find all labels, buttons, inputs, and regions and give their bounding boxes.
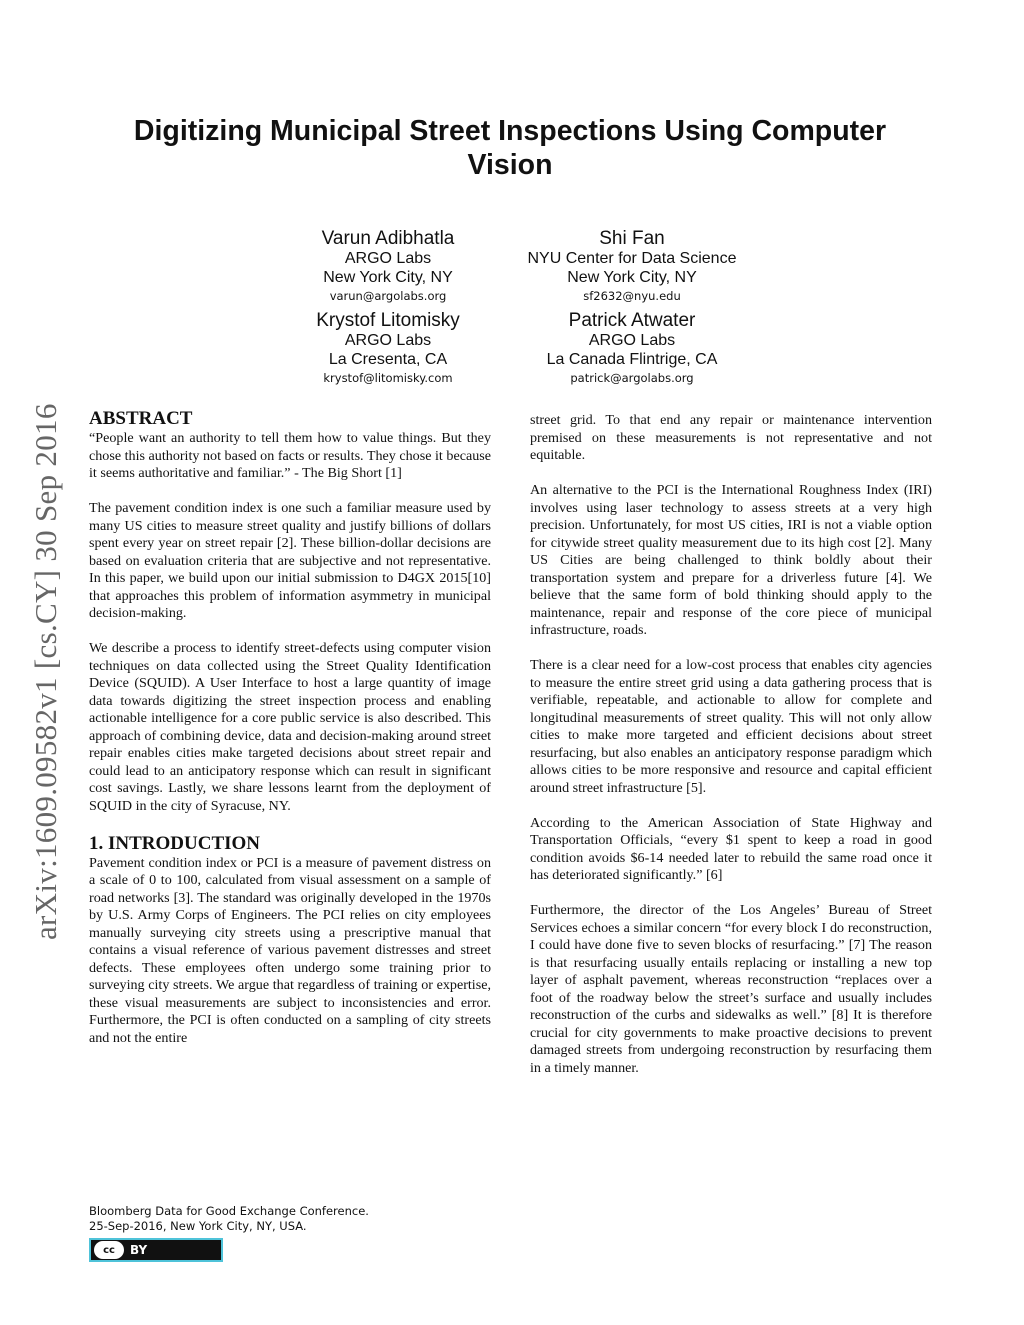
- author-name: Varun Adibhatla: [321, 228, 455, 249]
- arxiv-identifier-stamp: arXiv:1609.09582v1 [cs.CY] 30 Sep 2016: [28, 403, 63, 940]
- author-email: varun@argolabs.org: [329, 289, 447, 303]
- introduction-heading: 1. INTRODUCTION: [89, 832, 261, 854]
- author-affiliation: NYU Center for Data Science: [527, 250, 737, 267]
- body-paragraph: Furthermore, the director of the Los Angeles’ Bureau of Street Services echoes a similar concern “for every block I do reconstruction, I could have done five to seven blocks of resurfacing.” [7] The reason is that resurfacing usually entails replacing or installing a new top layer of asphalt pavement, whereas reconstruction “replaces over a foot of the roadway below the street’s surface and usually includes reconstruction of the curbs and sidewalks as well.” [8] It is therefore crucial for city governments to make proactive decisions to prevent damaged streets from undergoing reconstruction by resurfacing them in a timely manner.: [530, 902, 932, 1076]
- paper-title: Digitizing Municipal Street Inspections Using Computer Vision: [133, 115, 887, 181]
- author-email: patrick@argolabs.org: [570, 371, 694, 385]
- conference-footer: [89, 1204, 369, 1234]
- author-name: Shi Fan: [599, 228, 665, 249]
- conference-name: Bloomberg Data for Good Exchange Conference.: [89, 1204, 369, 1218]
- cc-by-license-badge: [89, 1238, 223, 1262]
- author-location: La Cresenta, CA: [328, 350, 448, 368]
- left-column: [89, 408, 491, 1065]
- author-block-2: [502, 228, 762, 305]
- abstract-paragraph: We describe a process to identify street-defects using computer vision techniques on data collected using the Street Quality Identification Device (SQUID). A User Interface to host a large quantity of image data towards digitizing the street inspection process and enabling actionable intelligence for a core public service is also described. This approach of combining device, data and decision-making around street repair enables cities make targeted decisions about street repair and could lead to an anticipatory response which can result in significant cost savings. Lastly, we share lessons learnt from the deployment of SQUID in the city of Syracuse, NY.: [89, 640, 491, 814]
- abstract-paragraph: The pavement condition index is one such a familiar measure used by many US cities to measure street quality and justify billions of dollars spent every year on street repair [2]. These billion-dollar decisions are based on evaluation criteria that are subjective and not representative. In this paper, we build upon our initial submission to D4GX 2015[10] that approaches this problem of information asymmetry in municipal decision-making.: [89, 500, 491, 621]
- author-email: sf2632@nyu.edu: [583, 289, 681, 303]
- author-affiliation: ARGO Labs: [344, 332, 432, 349]
- body-paragraph: An alternative to the PCI is the International Roughness Index (IRI) involves using laser technology to assess streets at a very high precision. Unfortunately, for most US cities, IRI is not a viable option for citywide street quality measurement due to its high cost [2]. Many US Cities are being challenged to think boldly about their transportation system and prepare for a driverless future [4]. We believe that the same form of bold thinking should apply to the maintenance, repair and response of the core piece of municipal infrastructure, roads.: [530, 482, 932, 638]
- body-paragraph: street grid. To that end any repair or maintenance intervention premised on these measurements is not representative and not equitable.: [530, 412, 932, 463]
- author-name: Patrick Atwater: [568, 310, 696, 331]
- body-paragraph: According to the American Association of State Highway and Transportation Officials, “every $1 spent to keep a road in good condition avoids $6-14 needed later to rebuild the same road once it has deteriorated significantly.” [6]: [530, 814, 932, 883]
- author-block-3: [258, 310, 518, 387]
- author-affiliation: ARGO Labs: [588, 332, 676, 349]
- attribution-icon: BY: [130, 1243, 148, 1257]
- right-column: [530, 412, 932, 1095]
- author-location: New York City, NY: [323, 268, 453, 286]
- author-location: La Canada Flintrige, CA: [546, 350, 718, 368]
- conference-date-location: 25-Sep-2016, New York City, NY, USA.: [89, 1219, 307, 1233]
- author-email: krystof@litomisky.com: [323, 371, 453, 385]
- author-block-4: [502, 310, 762, 387]
- author-location: New York City, NY: [567, 268, 697, 286]
- abstract-epigraph: “People want an authority to tell them how to value things. But they chose this authority not based on facts or results. They chose it because it seems authoritative and familiar.” - The Big Short [1]: [89, 430, 491, 481]
- creative-commons-icon: cc: [94, 1241, 124, 1259]
- introduction-paragraph: Pavement condition index or PCI is a measure of pavement distress on a scale of 0 to 100, calculated from visual assessment on a sample of road networks [3]. The standard was originally developed in the 1970s by U.S. Army Corps of Engineers. The PCI relies on city employees manually surveying city streets using a prescriptive manual that contains a visual reference of various pavement distresses and street defects. These employees often undergo some training prior to surveying city streets. We argue that regardless of training or expertise, these visual measurements are subject to inconsistencies and error. Furthermore, the PCI is often conducted on a sampling of city streets and not the entire: [89, 854, 491, 1046]
- author-name: Krystof Litomisky: [316, 310, 460, 331]
- abstract-heading: ABSTRACT: [89, 408, 193, 429]
- author-block-1: [258, 228, 518, 305]
- author-affiliation: ARGO Labs: [344, 250, 432, 267]
- body-paragraph: There is a clear need for a low-cost process that enables city agencies to measure the entire street grid using a data gathering process that is verifiable, repeatable, and actionable to allow for complete and longitudinal measurements of street quality. This will not only allow cities to make more targeted and efficient decisions about street resurfacing, but also enables an anticipatory response paradigm which allows cities to be more responsive and resource and capital efficient around street infrastructure [5].: [530, 657, 932, 796]
